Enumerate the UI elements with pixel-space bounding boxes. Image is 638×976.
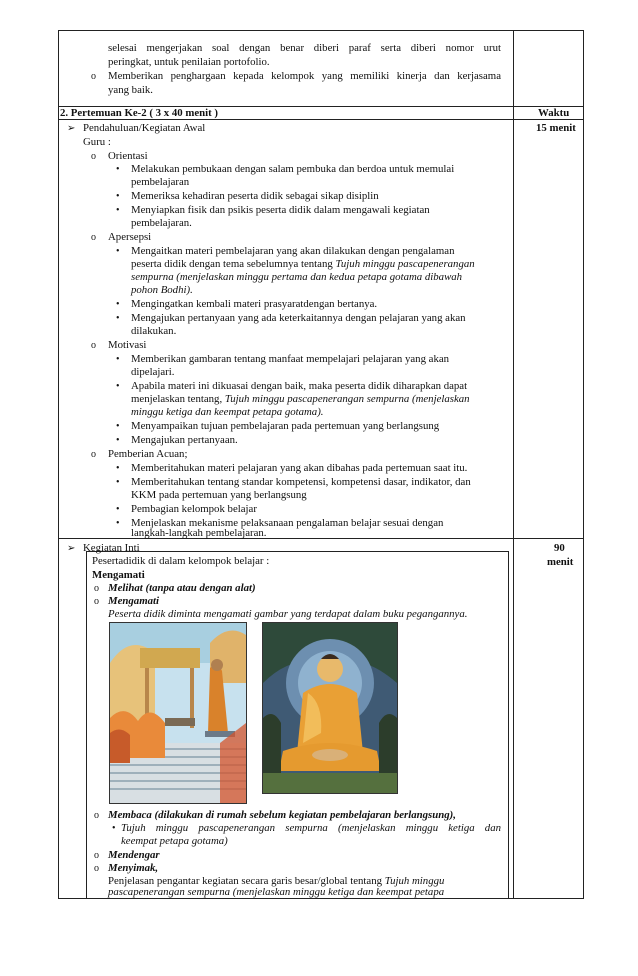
inner-box-top — [86, 551, 509, 552]
list-item: dipelajari. — [131, 366, 175, 378]
table-border-right — [583, 30, 584, 899]
column-divider — [513, 30, 514, 899]
circle-bullet-icon: o — [91, 232, 96, 243]
arrow-bullet-icon: ➢ — [67, 123, 76, 134]
core-item: Tujuh minggu pascapenerangan sempurna (menjelaskan minggu ketiga dan — [121, 822, 501, 834]
dot-bullet-icon: • — [116, 435, 120, 446]
time-header: Waktu — [538, 107, 570, 119]
core-item: Peserta didik diminta mengamati gambar yang terdapat dalam buku pegangannya. — [108, 608, 468, 620]
table-border-left — [58, 30, 59, 899]
list-item: Memeriksa kehadiran peserta didik sebagai sikap disiplin — [131, 190, 379, 202]
dot-bullet-icon: • — [116, 463, 120, 474]
circle-bullet-icon: o — [94, 863, 99, 874]
dot-bullet-icon: • — [116, 421, 120, 432]
dot-bullet-icon: • — [116, 381, 120, 392]
list-item: minggu ketiga dan keempat petapa gotama). — [131, 406, 324, 418]
top-text-line: Memberikan penghargaan kepada kelompok yang memiliki kinerja dan kerjasama — [108, 70, 501, 82]
arrow-bullet-icon: ➢ — [67, 543, 76, 554]
meditating-buddha-painting — [262, 622, 398, 794]
circle-bullet-icon: o — [94, 850, 99, 861]
list-item: Mengingatkan kembali materi prasyaratdengan bertanya. — [131, 298, 378, 310]
list-item: Mengajukan pertanyaan. — [131, 434, 238, 446]
subsection-heading: Pemberian Acuan; — [108, 448, 188, 460]
circle-bullet-icon: o — [94, 810, 99, 821]
table-border-top — [58, 30, 584, 31]
dot-bullet-icon: • — [116, 504, 120, 515]
list-item: Memberitahukan materi pelajaran yang akan dibahas pada pertemuan saat itu. — [131, 462, 468, 474]
list-item: menjelaskan tentang, Tujuh minggu pascapenerangan sempurna (menjelaskan — [131, 393, 470, 405]
circle-bullet-icon: o — [94, 583, 99, 594]
time-intro: 15 menit — [536, 122, 576, 134]
time-core: menit — [547, 556, 574, 568]
meeting-title: 2. Pertemuan Ke-2 ( 3 x 40 menit ) — [60, 107, 219, 119]
list-item: dilakukan. — [131, 325, 177, 337]
list-item: Pembagian kelompok belajar — [131, 503, 257, 515]
subsection-heading: Orientasi — [108, 150, 148, 162]
core-item: keempat petapa gotama) — [121, 835, 228, 847]
list-item: Mengaitkan materi pembelajaran yang akan dilakukan dengan pengalaman — [131, 245, 455, 257]
list-item: pembelajaran. — [131, 217, 192, 229]
top-text-line: yang baik. — [108, 84, 153, 96]
list-item: Mengajukan pertanyaan yang ada keterkaitannya dengan pelajaran yang akan — [131, 312, 466, 324]
core-item: Penjelasan pengantar kegiatan secara garis besar/global tentang Tujuh minggu — [108, 875, 445, 887]
core-lead: Pesertadidik di dalam kelompok belajar : — [92, 555, 270, 567]
list-item: peserta didik dengan tema sebelumnya tentang Tujuh minggu pascapenerangan — [131, 258, 475, 270]
core-item: Menyimak, — [108, 862, 159, 874]
circle-bullet-icon: o — [91, 449, 96, 460]
time-core: 90 — [554, 542, 565, 554]
core-item: pascapenerangan sempurna (menjelaskan minggu ketiga dan keempat petapa — [108, 886, 445, 898]
temple-stairs-illustration — [109, 622, 247, 804]
top-text-line: peringkat, untuk penilaian portofolio. — [108, 56, 270, 68]
dot-bullet-icon: • — [116, 299, 120, 310]
list-item: Menyampaikan tujuan pembelajaran pada pertemuan yang berlangsung — [131, 420, 440, 432]
circle-bullet-icon: o — [91, 340, 96, 351]
top-text-line: selesai mengerjakan soal dengan benar diberi paraf serta diberi nomor urut — [108, 42, 501, 54]
inner-box-right — [508, 551, 509, 898]
subsection-heading: Apersepsi — [108, 231, 152, 243]
dot-bullet-icon: • — [112, 823, 116, 834]
list-item: pohon Bodhi). — [131, 284, 193, 296]
dot-bullet-icon: • — [116, 164, 120, 175]
dot-bullet-icon: • — [116, 477, 120, 488]
section-heading: Kegiatan Inti — [83, 542, 140, 554]
list-item: KKM pada pertemuan yang berlangsung — [131, 489, 307, 501]
list-item: langkah-langkah pembelajaran. — [131, 527, 267, 539]
circle-bullet-icon: o — [91, 151, 96, 162]
dot-bullet-icon: • — [116, 518, 120, 529]
circle-bullet-icon: o — [91, 71, 96, 82]
core-item: Mengamati — [108, 595, 159, 607]
list-item: pembelajaran — [131, 176, 190, 188]
list-item: Memberitahukan tentang standar kompetensi, kompetensi dasar, indikator, dan — [131, 476, 471, 488]
list-item: Menyiapkan fisik dan psikis peserta didik dalam mengawali kegiatan — [131, 204, 430, 216]
dot-bullet-icon: • — [116, 191, 120, 202]
guru-label: Guru : — [83, 136, 111, 148]
core-item: Mendengar — [108, 849, 160, 861]
core-item: Melihat (tanpa atau dengan alat) — [108, 582, 256, 594]
dot-bullet-icon: • — [116, 313, 120, 324]
core-item: Membaca (dilakukan di rumah sebelum kegiatan pembelajaran berlangsung), — [108, 809, 456, 821]
dot-bullet-icon: • — [116, 354, 120, 365]
list-item: Menjelaskan mekanisme pelaksanaan pengalaman belajar sesuai dengan — [131, 517, 444, 529]
section-heading: Pendahuluan/Kegiatan Awal — [83, 122, 206, 134]
list-item: sempurna (menjelaskan minggu pertama dan kedua petapa gotama dibawah — [131, 271, 463, 283]
list-item: Melakukan pembukaan dengan salam pembuka dan berdoa untuk memulai — [131, 163, 455, 175]
inner-box-left — [86, 551, 87, 898]
dot-bullet-icon: • — [116, 246, 120, 257]
circle-bullet-icon: o — [94, 596, 99, 607]
list-item: Memberikan gambaran tentang manfaat mempelajari pelajaran yang akan — [131, 353, 450, 365]
subsection-heading: Motivasi — [108, 339, 147, 351]
core-subheading: Mengamati — [92, 569, 145, 581]
dot-bullet-icon: • — [116, 205, 120, 216]
list-item: Apabila materi ini dikuasai dengan baik, maka peserta didik diharapkan dapat — [131, 380, 468, 392]
